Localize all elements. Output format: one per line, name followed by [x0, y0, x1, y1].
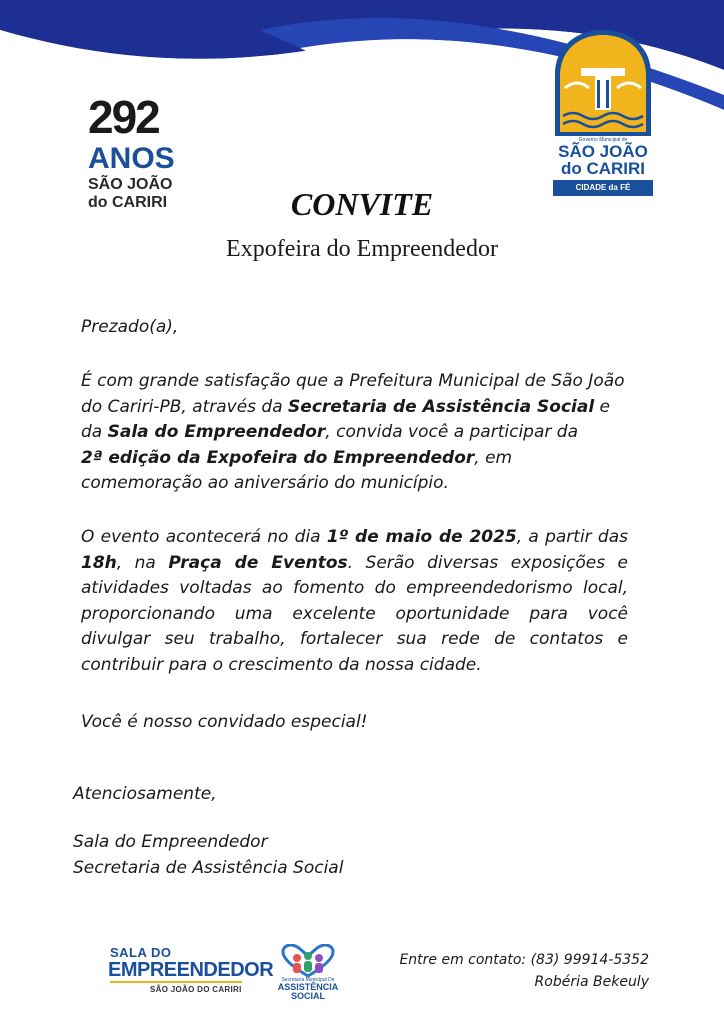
- p2-text-e: , na: [116, 552, 169, 573]
- letter-greeting: Prezado(a),: [81, 317, 179, 337]
- assistencia-social-logo: [273, 944, 343, 1004]
- p2-text-g: . Serão diversas exposições e atividades voltadas ao fomento do empreendedorismo local, proporcionando uma excelente oportunidade para você divulgar seu trabalho, fortalecer sua rede de contatos e contribuir para o crescimento da nossa cidade.: [81, 552, 629, 675]
- letter-paragraph-2: [81, 525, 628, 679]
- p2-date: 1º de maio de 2025: [326, 527, 517, 547]
- sala-logo-top: SALA DO: [110, 945, 172, 960]
- crest-name-line1: SÃO JOÃO: [558, 142, 648, 161]
- contact-name: Robéria Bekeuly: [534, 974, 649, 990]
- signature-line-1: Sala do Empreendedor: [73, 832, 268, 852]
- assist-logo-line1: ASSISTÊNCIA: [277, 982, 339, 992]
- p2-text-a: O evento acontecerá no dia: [81, 527, 327, 547]
- letter-paragraph-1: [81, 369, 628, 497]
- sala-logo-underline: [110, 981, 242, 983]
- p1-text-c: e da: [81, 396, 611, 443]
- p1-text-a: É com grande satisfação que a Prefeitura Municipal de São João do Cariri-PB, através da: [81, 371, 625, 417]
- contact-info: [399, 949, 649, 993]
- invitation-subtitle: Expofeira do Empreendedor: [226, 236, 498, 262]
- assist-logo-small: Secretaria Municipal De: [281, 977, 335, 983]
- assist-logo-line2: SOCIAL: [290, 991, 325, 1001]
- crest-emblem-icon: [551, 28, 655, 136]
- crest-name-line2: do CARIRI: [560, 159, 646, 178]
- p1-text-g: , em comemoração ao aniversário do município.: [81, 447, 513, 494]
- sala-logo-main: EMPREENDEDOR: [108, 959, 274, 981]
- anniversary-number: 292: [88, 91, 159, 143]
- p1-secretaria: Secretaria de Assistência Social: [288, 396, 595, 417]
- people-heart-icon: [277, 944, 339, 978]
- anniversary-city-line2: do CARIRI: [88, 194, 168, 211]
- p1-edition: 2ª edição da Expofeira do Empreendedor: [81, 447, 475, 468]
- crest-gov-text: Governo Municipal de: [578, 137, 628, 143]
- sala-logo-sub: SÃO JOÃO DO CARIRI: [150, 985, 242, 994]
- p1-sala: Sala do Empreendedor: [107, 422, 326, 443]
- contact-phone: Entre em contato: (83) 99914-5352: [399, 952, 649, 968]
- p2-venue: Praça de Eventos: [168, 552, 348, 573]
- letter-closing: Você é nosso convidado especial!: [81, 712, 368, 732]
- p1-text-e: , convida você a participar da: [325, 422, 578, 443]
- invitation-title: CONVITE: [290, 186, 434, 222]
- crest-slogan: CIDADE da FÉ: [553, 180, 653, 196]
- anniversary-city-line1: SÃO JOÃO: [88, 176, 173, 193]
- signature-line-2: Secretaria de Assistência Social: [73, 858, 344, 878]
- crest-city-name: [551, 143, 655, 177]
- city-crest-logo: [551, 28, 655, 198]
- signature-valediction: Atenciosamente,: [73, 784, 217, 804]
- p2-time: 18h: [81, 552, 117, 573]
- sala-empreendedor-logo: [108, 945, 274, 1000]
- p2-text-c: , a partir das: [516, 527, 628, 547]
- assist-logo-name: [273, 983, 343, 1001]
- anniversary-label: ANOS: [88, 142, 175, 175]
